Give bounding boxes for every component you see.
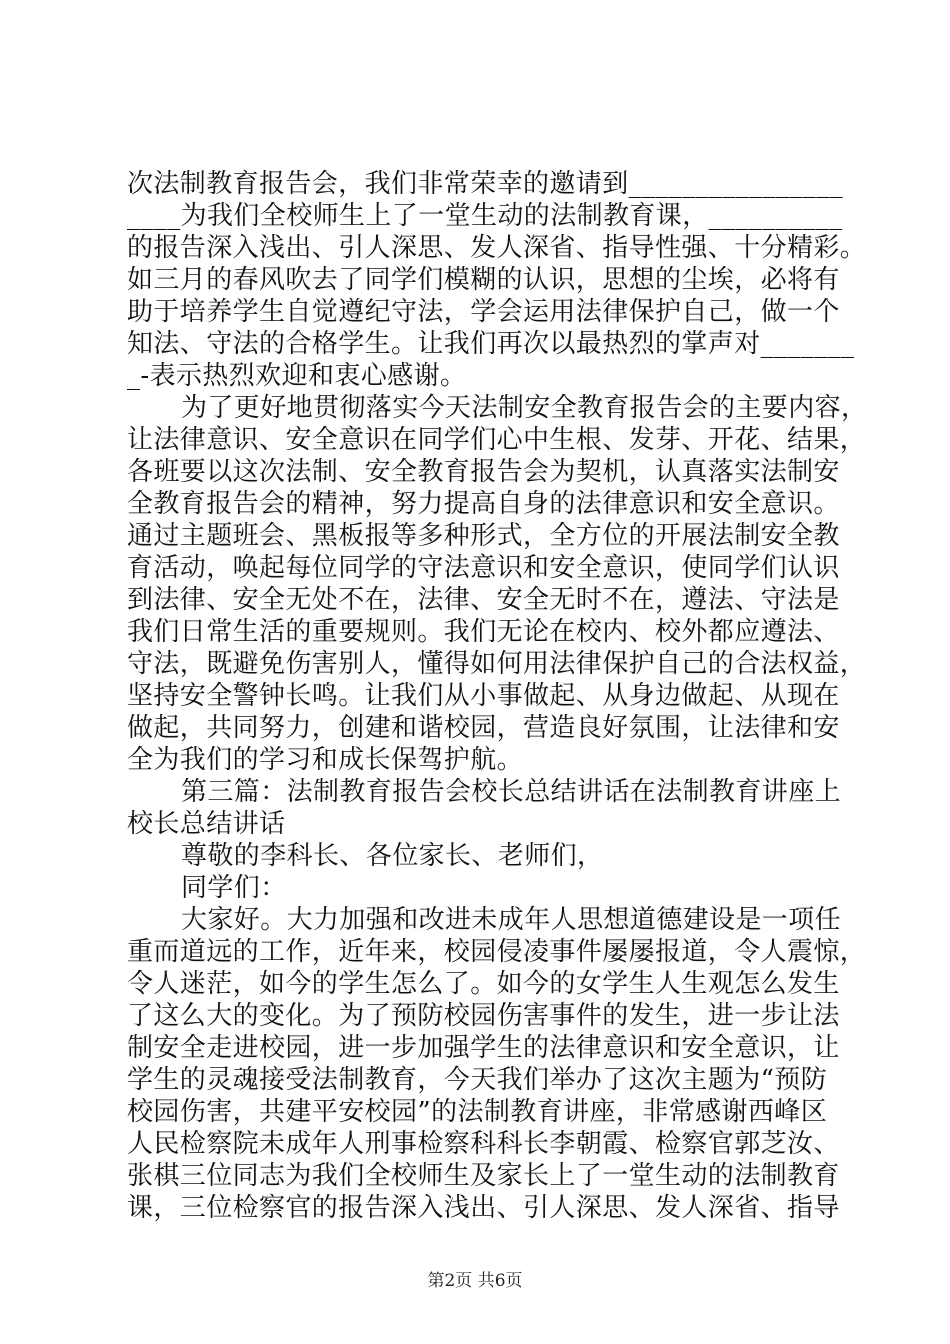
text-line: 课，三位检察官的报告深入浅出、引人深思、发人深省、指导 <box>127 1193 840 1223</box>
text-line: 为了更好地贯彻落实今天法制安全教育报告会的主要内容， <box>181 393 868 423</box>
text-line: 了这么大的变化。为了预防校园伤害事件的发生，进一步让法 <box>127 1001 840 1031</box>
text-line: 重而道远的工作，近年来，校园侵凌事件屡屡报道，令人震惊， <box>127 937 867 967</box>
document-body <box>127 168 868 1224</box>
page-number-footer: 第2页 共6页 <box>427 1271 523 1291</box>
text-line: 全教育报告会的精神，努力提高自身的法律意识和安全意识。 <box>127 489 840 519</box>
text-line: 知法、守法的合格学生。让我们再次以最热烈的掌声对_______ <box>127 329 855 359</box>
text-line: 校园伤害，共建平安校园”的法制教育讲座，非常感谢西峰区 <box>127 1097 828 1127</box>
text-line: 第三篇：法制教育报告会校长总结讲话在法制教育讲座上 <box>181 777 842 807</box>
text-line: 坚持安全警钟长鸣。让我们从小事做起、从身边做起、从现在 <box>127 681 840 711</box>
text-line: 学生的灵魂接受法制教育，今天我们举办了这次主题为“预防 <box>127 1065 828 1095</box>
text-line: 守法，既避免伤害别人，懂得如何用法律保护自己的合法权益， <box>127 649 867 679</box>
text-line: 制安全走进校园，进一步加强学生的法律意识和安全意识，让 <box>127 1033 840 1063</box>
text-line: 如三月的春风吹去了同学们模糊的认识，思想的尘埃，必将有 <box>127 265 840 295</box>
text-line: 做起，共同努力，创建和谐校园，营造良好氛围，让法律和安 <box>127 713 840 743</box>
text-line: 大家好。大力加强和改进未成年人思想道德建设是一项任 <box>181 905 842 935</box>
text-line: 通过主题班会、黑板报等多种形式，全方位的开展法制安全教 <box>127 521 840 551</box>
text-line: 令人迷茫，如今的学生怎么了。如今的女学生人生观怎么发生 <box>127 969 840 999</box>
text-line: 我们日常生活的重要规则。我们无论在校内、校外都应遵法、 <box>127 617 840 647</box>
text-line: 育活动，唤起每位同学的守法意识和安全意识，使同学们认识 <box>127 553 840 583</box>
text-line: 次法制教育报告会，我们非常荣幸的邀请到________________ <box>127 169 844 199</box>
text-line: ____为我们全校师生上了一堂生动的法制教育课，__________ <box>127 201 843 231</box>
text-line: 尊敬的李科长、各位家长、老师们， <box>181 841 604 871</box>
text-line: 人民检察院未成年人刑事检察科科长李朝霞、检察官郭芝汝、 <box>127 1129 840 1159</box>
text-line: 全为我们的学习和成长保驾护航。 <box>127 745 524 775</box>
text-line: 让法律意识、安全意识在同学们心中生根、发芽、开花、结果， <box>127 425 867 455</box>
text-line: 各班要以这次法制、安全教育报告会为契机，认真落实法制安 <box>127 457 840 487</box>
text-line: 的报告深入浅出、引人深思、发人深省、指导性强、十分精彩。 <box>127 233 867 263</box>
text-line: 到法律、安全无处不在，法律、安全无时不在，遵法、守法是 <box>127 585 840 615</box>
text-line: _-表示热烈欢迎和衷心感谢。 <box>127 361 467 391</box>
text-line: 同学们： <box>181 873 287 903</box>
text-line: 助于培养学生自觉遵纪守法，学会运用法律保护自己，做一个 <box>127 297 840 327</box>
text-line: 张棋三位同志为我们全校师生及家长上了一堂生动的法制教育 <box>127 1161 840 1191</box>
text-line: 校长总结讲话 <box>127 809 286 839</box>
